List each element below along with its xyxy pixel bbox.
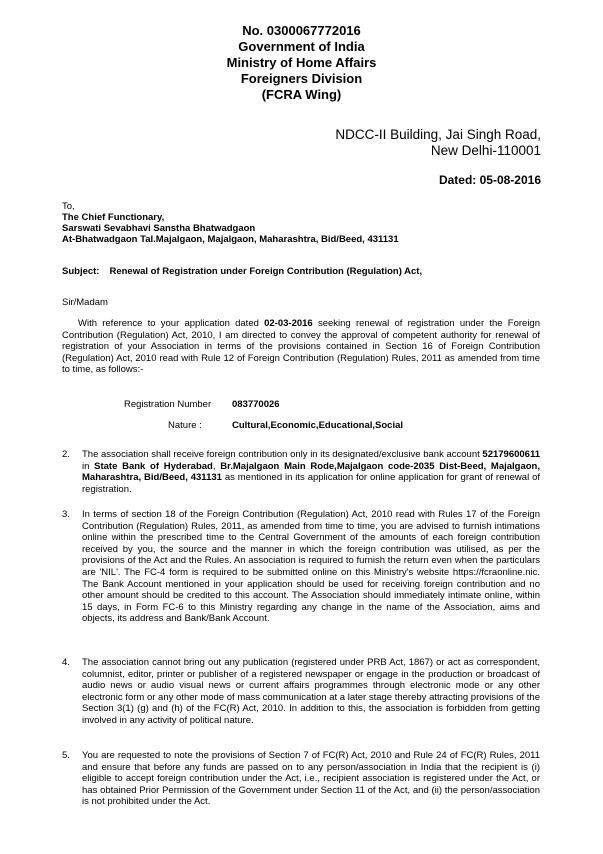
clause-2-text-post: as mentioned in its application for online application for grant of renewal of registration.	[82, 472, 540, 495]
clause-number: 5.	[62, 750, 70, 761]
clause-2-text-mid: in	[82, 460, 95, 472]
reference-number: No. 0300067772016	[242, 23, 361, 38]
recipient-address: At-Bhatwadgaon Tal.Majalgaon, Majalgaon, Maharashtra, Bid/Beed, 431131	[62, 234, 399, 245]
clause-2	[62, 449, 540, 495]
nature-value: Cultural,Economic,Educational,Social	[232, 420, 404, 431]
bank-name: State Bank of Hyderabad	[94, 460, 213, 472]
letter-date: Dated: 05-08-2016	[438, 173, 541, 187]
clause-4	[62, 657, 540, 727]
address-line-1: NDCC-II Building, Jai Singh Road,	[335, 127, 541, 142]
clause-2-text-sep: ,	[212, 460, 221, 472]
subject-line	[62, 266, 422, 277]
intro-text-post: seeking renewal of registration under the Foreign Contribution (Regulation) Act, 2010, I am directed to convey the approval of competent authority for renewal of registration of your Association in terms of the provisions contained in Section 16 of Foreign Contribution (Regulation) Act, 2010 read with Rule 12 of Foreign Contribution (Regulation) Rules, 2011 as amended from time to time, as follows:-	[62, 318, 540, 376]
recipient-organisation: Sarswati Sevabhavi Sanstha Bhatwadgaon	[62, 223, 256, 234]
clause-5	[62, 750, 540, 808]
letter-header	[0, 23, 603, 103]
clause-number: 2.	[62, 449, 70, 460]
registration-number-label: Registration Number	[124, 399, 212, 410]
recipient-title: The Chief Functionary,	[62, 212, 165, 223]
address-line-2: New Delhi-110001	[430, 143, 541, 158]
clause-text: You are requested to note the provisions of Section 7 of FC(R) Act, 2010 and Rule 24 of FC(R) Rules, 2011 and ensure that before any funds are passed on to any person/association in India that the recipient is (i) eligible to accept foreign contribution under the Act, i.e., recipient association is registered under the Act, or has obtained Prior Permission of the Government under Section 11 of the Act, and (ii) the person/association is not prohibited under the Act.	[82, 750, 540, 808]
header-ministry: Ministry of Home Affairs	[226, 55, 377, 70]
clause-text: In terms of section 18 of the Foreign Contribution (Regulation) Act, 2010 read with Rules 17 of the Foreign Contribution (Regulation) Rules, 2011, as amended from time to time, you are advised to furnish intimations online within the prescribed time to the Central Government of the amounts of each foreign contribution received by you, the source and the manner in which the foreign contribution was utilised, as per the provisions of the Act and the Rules. An association is required to furnish the return even when the particulars are 'NIL'. The FC-4 form is required to be submitted online on this Ministry's website https://fcraonline.nic. The Bank Account mentioned in your application should be used for receiving foreign contribution and no other amount should be credited to this account. The Association should immediately intimate online, within 15 days, in Form FC-6 to this Ministry regarding any change in the name of the Association, aims and objects, its address and Bank/Bank Account.	[82, 509, 540, 625]
clause-2-text-pre: The association shall receive foreign contribution only in its designated/exclusive bank account	[82, 449, 483, 460]
nature-label: Nature :	[168, 420, 202, 431]
header-government: Government of India	[238, 39, 365, 54]
header-wing: (FCRA Wing)	[261, 87, 342, 102]
subject-text: Renewal of Registration under Foreign Contribution (Regulation) Act,	[109, 266, 423, 277]
clause-text	[82, 449, 540, 495]
intro-paragraph	[62, 318, 540, 376]
to-label: To,	[62, 201, 75, 212]
clause-number: 4.	[62, 657, 70, 668]
bank-account-number: 52179600611	[482, 449, 540, 460]
application-date: 02-03-2016	[264, 318, 313, 329]
salutation: Sir/Madam	[62, 297, 108, 308]
bank-branch: Br.Majalgaon Main Rode,Majalgaon code-2035 Dist-Beed, Majalgaon, Maharashtra, Bid/Beed, 431131	[82, 460, 541, 484]
clause-3	[62, 509, 540, 625]
recipient-block	[62, 201, 399, 245]
subject-label: Subject:	[62, 266, 100, 277]
clause-number: 3.	[62, 509, 70, 520]
intro-text-pre: With reference to your application dated	[78, 318, 265, 329]
office-address	[335, 127, 541, 159]
header-division: Foreigners Division	[240, 71, 363, 86]
registration-number-value: 083770026	[232, 399, 280, 410]
clause-text: The association cannot bring out any publication (registered under PRB Act, 1867) or act as correspondent, columnist, editor, printer or publisher of a registered newspaper or engage in the production or broadcast of audio news or audio visual news or current affairs programmes through electronic mode or any other electronic form or any other mode of mass communication at a later stage thereby attracting provisions of the Section 3(1) (g) and (h) of the FC(R) Act, 2010. In addition to this, the association is forbidden from getting involved in any activity of political nature.	[82, 657, 540, 726]
